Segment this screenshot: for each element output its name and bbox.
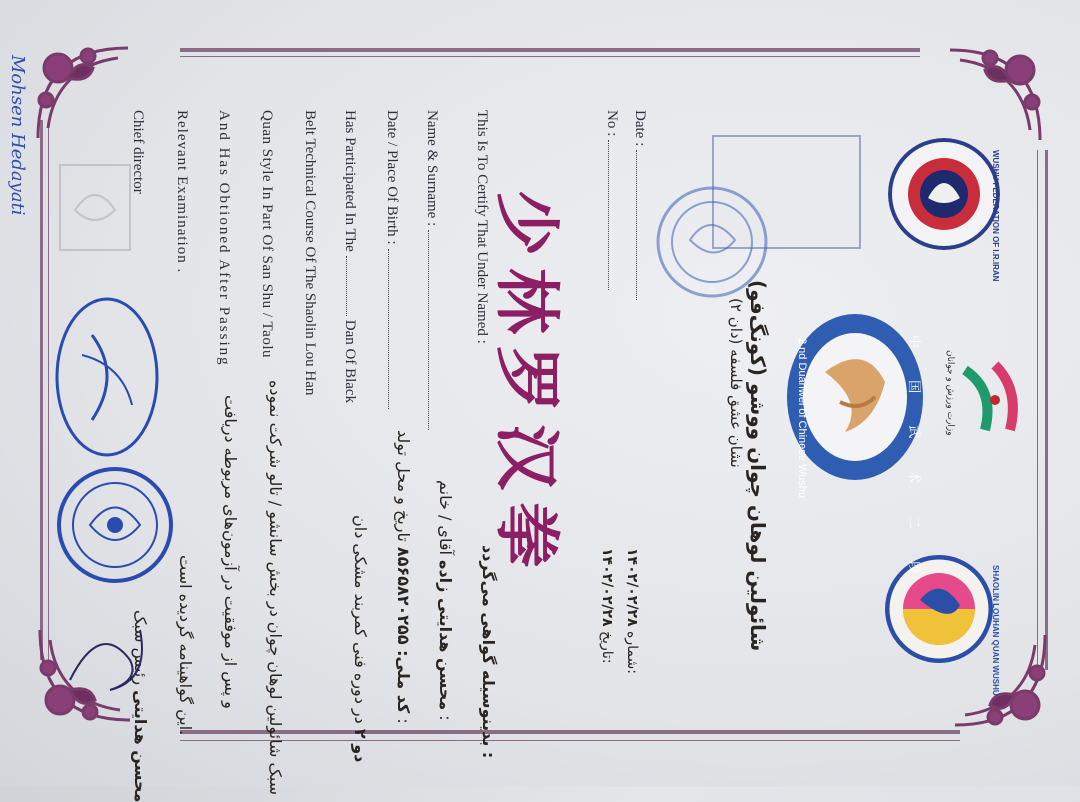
persian-dob-line — [394, 380, 413, 724]
director-stamp-icon — [52, 295, 162, 460]
no-label: No : — [604, 110, 620, 137]
border-left-inner — [48, 120, 49, 660]
name-label: Name & Surname : — [424, 110, 440, 227]
chief-director-label: Chief director — [130, 110, 146, 194]
date-label: Date : — [632, 110, 648, 147]
persian-date-field — [599, 548, 615, 664]
border-top — [180, 48, 920, 52]
persian-title: شائولین لوهان چوان ووشو (کونگ‌فو) — [746, 280, 770, 652]
persian-chief-value: محسن هدایتی — [131, 690, 150, 802]
chinese-title: 少林罗汉拳 — [488, 190, 565, 580]
ministry-text: وزارت ورزش و جوانان — [945, 350, 955, 436]
persian-dan-value: دو ۲ — [351, 728, 370, 763]
persian-certify-line: بدینوسیله گواهی می‌گردد : — [479, 545, 498, 759]
persian-dan-label: در دوره فنی کمربند مشکی دان — [351, 515, 370, 724]
persian-date-label: تاریخ: — [599, 631, 615, 664]
border-bottom — [180, 730, 960, 734]
border-top-inner — [180, 56, 920, 57]
dan-label: Dan Of Black — [342, 319, 358, 404]
persian-chief-label: رئیس سبک — [131, 610, 150, 686]
no-field — [603, 110, 620, 290]
shaolin-school-logo-icon — [885, 555, 993, 663]
shaolin-school-logo-text: SHAOLIN LOUHAN QUAN WUSHU — [991, 565, 1000, 696]
persian-number-label: شماره: — [624, 631, 640, 674]
persian-date-value: ۱۴۰۲/۰۲/۲۸ — [599, 548, 615, 627]
ministry-logo-icon — [955, 360, 1035, 440]
participated-line — [341, 110, 358, 403]
duanwei-logo-text: 2 nd Duanwei of Chinese Wushu — [796, 338, 808, 499]
certify-line: This Is To Certify That Under Named : — [474, 110, 490, 344]
federation-seal-icon — [888, 138, 1000, 250]
persian-name-value: محسن هدایتی زاده — [436, 560, 455, 711]
chief-signature-icon — [60, 590, 160, 700]
persian-number-value: ۱۴۰۲/۰۲/۲۸ — [624, 548, 640, 627]
persian-id-value: کد ملی: ۸۵۶۵۸۲۰۲۵۵ — [394, 546, 413, 714]
persian-dan-line — [351, 455, 370, 762]
federation-seal-text: WUSHU FEDERATION OF I.R.IRAN — [991, 150, 1000, 282]
name-line — [423, 110, 440, 430]
persian-name-line — [436, 420, 455, 721]
persian-name-label: آقای / خانم : — [436, 480, 455, 721]
dob-label: Date / Place Of Birth : — [384, 110, 400, 245]
persian-number-field — [624, 548, 640, 674]
persian-body-line-6: این گواهینامه گردیده است. — [176, 555, 195, 736]
border-left — [40, 120, 43, 660]
persian-subtitle: نشان عشق فلسفه (دان ۲) — [727, 298, 745, 468]
body-line-6: And Has Obtioned After Passing — [216, 110, 232, 367]
border-right — [1045, 150, 1048, 670]
border-bottom-inner — [180, 740, 960, 741]
persian-body-line-5: و پس از موفقیت در آزمون‌های مربوطه دریافت — [221, 395, 240, 709]
duanwei-logo-top-text: 中 国 武 术 二 段 — [906, 335, 921, 588]
handwritten-signature: Mohsen Hedayati — [7, 55, 28, 216]
body-line-5: Quan Style In Part Of San Shu / Taolu — [259, 110, 275, 358]
dob-line — [383, 110, 400, 409]
persian-dob-label: تاریخ و محل تولد : — [394, 430, 413, 724]
shaolin-round-stamp-icon — [55, 465, 175, 585]
border-right-inner — [1037, 150, 1038, 670]
corner-ornament-icon — [930, 40, 1050, 150]
faded-stamp-icon — [55, 160, 135, 255]
persian-body-line-4: سبک شائولین لوهان چوان در بخش سانشو / تالو شرکت نموده — [266, 380, 285, 796]
body-line-7: Relevant Examination . — [174, 110, 190, 274]
body-line-4: Belt Technical Course Of The Shaolin Lou Han — [302, 110, 318, 396]
participated-label: Has Participated In The — [342, 110, 358, 252]
date-field — [631, 110, 648, 300]
